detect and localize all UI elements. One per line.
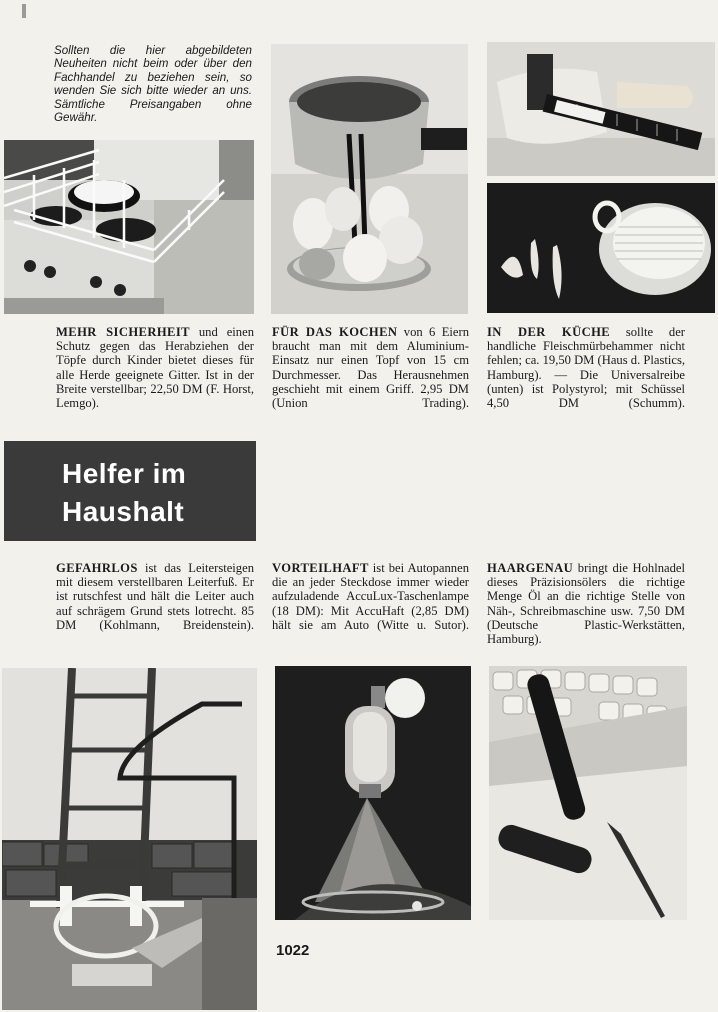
page-number: 1022 [276,942,310,959]
caption-kochen-head: FÜR DAS KOCHEN [272,325,398,339]
caption-vorteilhaft-body: ist bei Autopannen die an jeder Steckdose immer wieder aufzuladende AccuLux-Taschenlampe (18 DM): Mit AccuHaft (2,85 DM) hält sie am Auto (Witte u. Sutor). [272,561,469,632]
caption-sicherheit [56,325,254,410]
egg-cooker-photo [271,44,468,314]
page-edge-mark [22,4,26,18]
caption-vorteilhaft-head: VORTEILHAFT [272,561,369,575]
precision-oiler-photo [489,666,687,920]
grater-photo [487,183,715,313]
stove-guard-photo [4,140,254,314]
section-banner [4,441,256,541]
caption-gefahrlos-body: ist das Leitersteigen mit diesem verstellbaren Leiterfuß. Er ist rutschfest und hält die Leiter auch auf schrägem Grund stets lotrecht. 85 DM (Kohlmann, Breidenstein). [56,561,254,632]
caption-haargenau-head: HAARGENAU [487,561,574,575]
caption-sicherheit-body: und einen Schutz gegen das Herabziehen der Töpfe durch Kinder bietet dieses für alle Herde geeignete Gitter. Ist in der Breite verstellbar; 22,50 DM (F. Horst, Lemgo). [56,325,254,411]
section-title-line2: Haushalt [62,496,185,527]
caption-kueche-body: sollte der handliche Fleischmürbehammer nicht fehlen; ca. 19,50 DM (Haus d. Plastics, Hamburg). — Die Universalreibe (unten) ist Polystyrol; mit Schüssel 4,50 DM (Schumm). [487,325,685,411]
meat-hammer-photo [487,42,715,176]
caption-haargenau-body: bringt die Hohlnadel dieses Präzisionsölers die richtige Menge Öl an die richtige Stelle von Näh-, Schreibmaschine usw. 7,50 DM (Deutsche Plastic-Werkstätten, Hamburg). [487,561,685,647]
caption-kueche-head: IN DER KÜCHE [487,325,611,339]
intro-note: Sollten die hier abgebildeten Neuheiten nicht beim oder über den Fachhandel zu beziehen sein, so wenden Sie sich bitte wieder an uns. Sämtliche Preisangaben ohne Gewähr. [54,44,252,125]
caption-kueche [487,325,685,410]
flashlight-photo [275,666,471,920]
caption-kochen-body: von 6 Eiern braucht man mit dem Aluminium-Einsatz nur einen Topf von 15 cm Durchmesser. Das Herausnehmen geschieht mit einem Griff. 2,95 DM (Union Trading). [272,325,469,411]
section-title-line1: Helfer im [62,458,187,489]
caption-haargenau [487,561,685,646]
caption-gefahrlos-head: GEFAHRLOS [56,561,138,575]
caption-sicherheit-head: MEHR SICHERHEIT [56,325,190,339]
caption-gefahrlos [56,561,254,632]
caption-kochen [272,325,469,410]
caption-vorteilhaft [272,561,469,632]
ladder-foot-photo [2,668,257,1010]
section-title [62,455,186,531]
